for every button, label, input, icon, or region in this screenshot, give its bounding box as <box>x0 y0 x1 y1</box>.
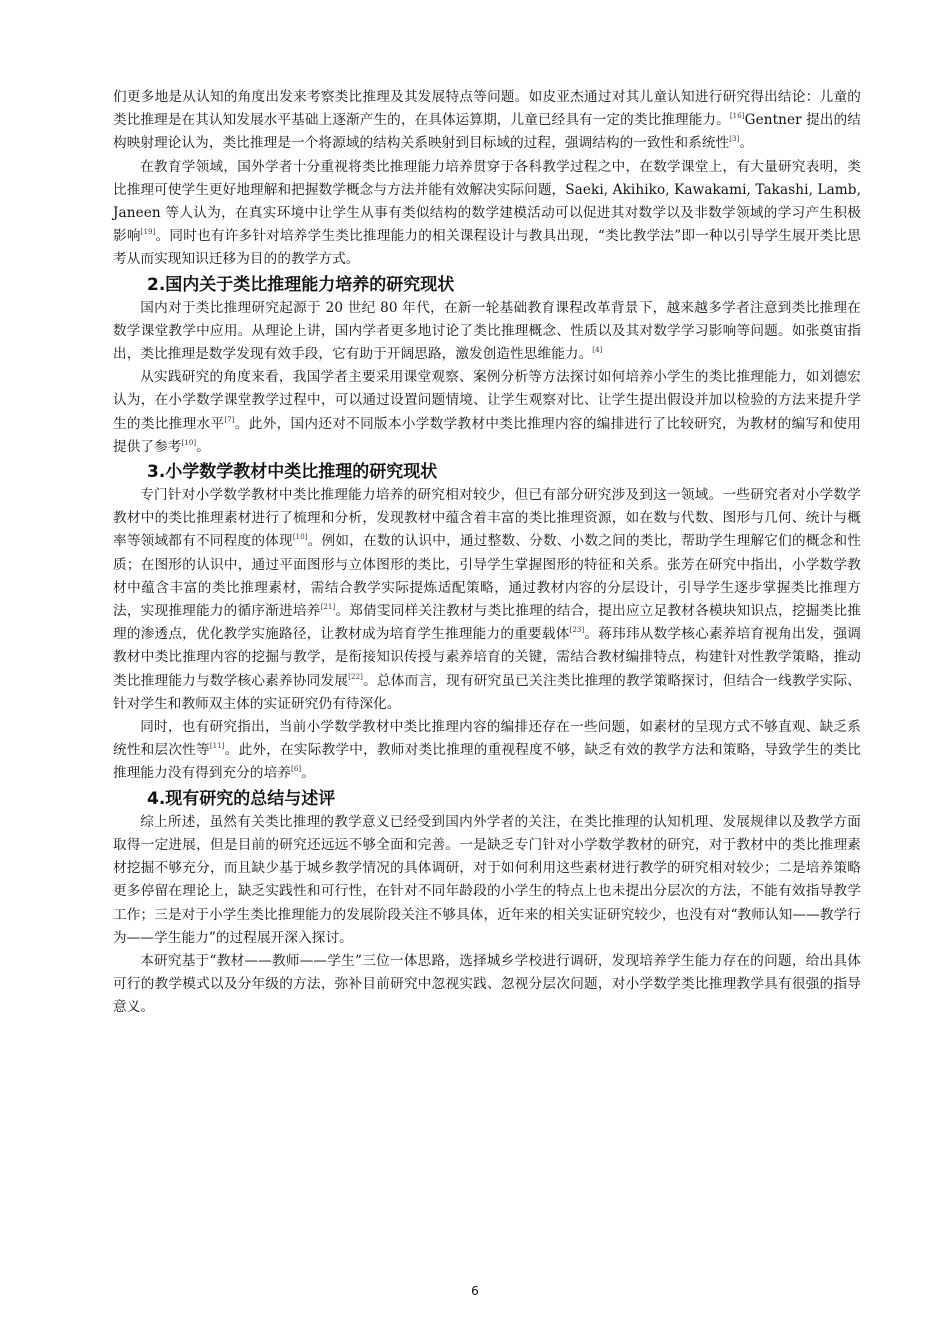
paragraph-text: 。此外，国内还对不同版本小学数学教材中类比推理内容的编排进行了比较研究，为教材的编写和使用提供了参考 <box>113 415 861 455</box>
paragraph-text: 们更多地是从认知的角度出发来考察类比推理及其发展特点等问题。如皮亚杰通过对其儿童认知进行研究得出结论：儿童的类比推理是在其认知发展水平基础上逐渐产生的，在具体运算期，儿童已经具有一定的类比推理能力。 <box>113 89 861 129</box>
paragraph-text: 。 <box>739 135 754 152</box>
citation-19: [19] <box>140 228 156 237</box>
paragraph-domestic-practice <box>113 366 861 459</box>
paragraph-text: Gentner 提出的结构映射理论认为，类比推理是一个将源域的结构关系映射到目标域的过程，强调结构的一致性和系统性 <box>113 112 861 152</box>
paragraph-text: 。郑倩雯同样关注教材与类比推理的结合，提出应立足教材各模块知识点，挖掘类比推理的渗透点，优化教学实施路径，让教材成为培育学生推理能力的重要载体 <box>113 603 861 643</box>
citation-7: [7] <box>224 415 235 424</box>
citation-16: [16] <box>729 112 745 121</box>
paragraph-text: 综上所述，虽然有关类比推理的教学意义已经受到国内外学者的关注，在类比推理的认知机理、发展规律以及教学方面取得一定进展，但是目前的研究还远远不够全面和完善。一是缺乏专门针对小学数学教材的研究，对于教材中的类比推理素材挖掘不够充分，而且缺少基于城乡教学情况的具体调研，对于如何利用这些素材进行教学的研究相对较少；二是培养策略更多停留在理论上，缺乏实践性和可行性，在针对不同年龄段的小学生的特点上也未提出分层次的方法，不能有效指导教学工作；三是对于小学生类比推理能力的发展阶段关注不够具体，近年来的相关实证研究较少，也没有对“教师认知——教学行为——学生能力”的过程展开深入探讨。 <box>113 813 861 946</box>
paragraph-foreign-education <box>113 156 861 272</box>
citation-4: [4] <box>592 346 603 355</box>
page-number: 6 <box>471 1284 479 1298</box>
paragraph-text: 。 <box>301 765 315 782</box>
paragraph-text: 本研究基于“教材——教师——学生”三位一体思路，选择城乡学校进行调研，发现培养学生能力存在的问题，给出具体可行的教学模式以及分年级的方法，弥补目前研究中忽视实践、忽视分层次问题，对小学数学类比推理教学具有很强的指导意义。 <box>113 952 861 1016</box>
citation-23: [23] <box>569 626 585 635</box>
body-text <box>113 86 861 1020</box>
paragraph-domestic-theory <box>113 297 861 367</box>
citation-10: [10] <box>181 438 197 447</box>
paragraph-text: 从实践研究的角度来看，我国学者主要采用课堂观察、案例分析等方法探讨如何培养小学生的类比推理能力，如刘德宏认为，在小学数学课堂教学过程中，可以通过设置问题情境、让学生观察对比、让学生提出假设并加以检验的方法来提升学生的类比推理水平 <box>113 369 861 432</box>
citation-21: [21] <box>320 603 336 612</box>
paragraph-text: 。总体而言，现有研究虽已关注类比推理的教学策略探讨，但结合一线教学实际、针对学生和教师双主体的实证研究仍有待深化。 <box>113 672 861 712</box>
paragraph-text: 。同时也有许多针对培养学生类比推理能力的相关课程设计与教具出现，“类比教学法”即一种以引导学生展开类比思考从而实现知识迁移为目的的教学方式。 <box>113 228 861 268</box>
citation-6: [6] <box>291 765 302 774</box>
citation-11: [11] <box>209 742 225 751</box>
section-heading-3: 3.小学数学教材中类比推理的研究现状 <box>147 462 438 483</box>
paragraph-text: 。 <box>196 438 210 455</box>
paragraph-textbook-problems <box>113 716 861 786</box>
paragraph-summary <box>113 811 861 950</box>
paragraph-text: 专门针对小学数学教材中类比推理能力培养的研究相对较少，但已有部分研究涉及到这一领域。一些研究者对小学数学教材中的类比推理素材进行了梳理和分析，发现教材中蕴含着丰富的类比推理资源，如在数与代数、图形与几何、统计与概率等领域都有不同程度的体现 <box>113 487 861 550</box>
paragraph-text: 。此外，在实际教学中，教师对类比推理的重视程度不够，缺乏有效的教学方法和策略，导致学生的类比推理能力没有得到充分的培养 <box>113 742 861 782</box>
citation-22: [22] <box>348 672 363 681</box>
citation-10: [10] <box>292 533 308 542</box>
paragraph-textbook-research <box>113 484 861 716</box>
paragraph-text: 。蒋玮玮从数学核心素养培育视角出发，强调教材中类比推理内容的挖掘与教学，是衔接知识传授与素养培育的关键，需结合教材编排特点，构建针对性教学策略，推动类比推理能力与数学核心素养协同发展 <box>113 626 861 689</box>
paragraph-text: 同时，也有研究指出，当前小学数学教材中类比推理内容的编排还存在一些问题，如素材的呈现方式不够直观、缺乏系统性和层次性等 <box>113 719 861 759</box>
section-heading-4: 4.现有研究的总结与述评 <box>147 788 336 809</box>
paragraph-text: 在教育学领域，国外学者十分重视将类比推理能力培养贯穿于各科教学过程之中，在数学课堂上，有大量研究表明，类比推理可使学生更好地理解和把握数学概念与方法并能有效解决实际问题，Saeki, Akihiko, Kawakami, Takashi, Lamb, Janeen 等人认为，在真实环境中让学生从事有类似结构的数学建模活动可以促进其对数学以及非数学领域的学习产生积极影响 <box>113 158 861 245</box>
paragraph-this-study <box>113 950 861 1020</box>
section-heading-2: 2.国内关于类比推理能力培养的研究现状 <box>147 274 455 295</box>
paragraph-text: 。例如，在数的认识中，通过整数、分数、小数之间的类比，帮助学生理解它们的概念和性质；在图形的认识中，通过平面图形与立体图形的类比，引导学生掌握图形的特征和关系。张芳在研究中指出，小学数学教材中蕴含丰富的类比推理素材，需结合教学实际提炼适配策略，通过教材内容的分层设计，引导学生逐步掌握类比推理方法，实现推理能力的循序渐进培养 <box>113 533 861 620</box>
paragraph-foreign-cognition <box>113 86 861 156</box>
citation-3: [3] <box>729 135 740 144</box>
paragraph-text: 国内对于类比推理研究起源于 20 世纪 80 年代，在新一轮基础教育课程改革背景下，越来越多学者注意到类比推理在数学课堂教学中应用。从理论上讲，国内学者更多地讨论了类比推理概念、性质以及其对数学学习影响等问题。如张奠宙指出，类比推理是数学发现有效手段，它有助于开阔思路，激发创造性思维能力。 <box>113 299 861 363</box>
